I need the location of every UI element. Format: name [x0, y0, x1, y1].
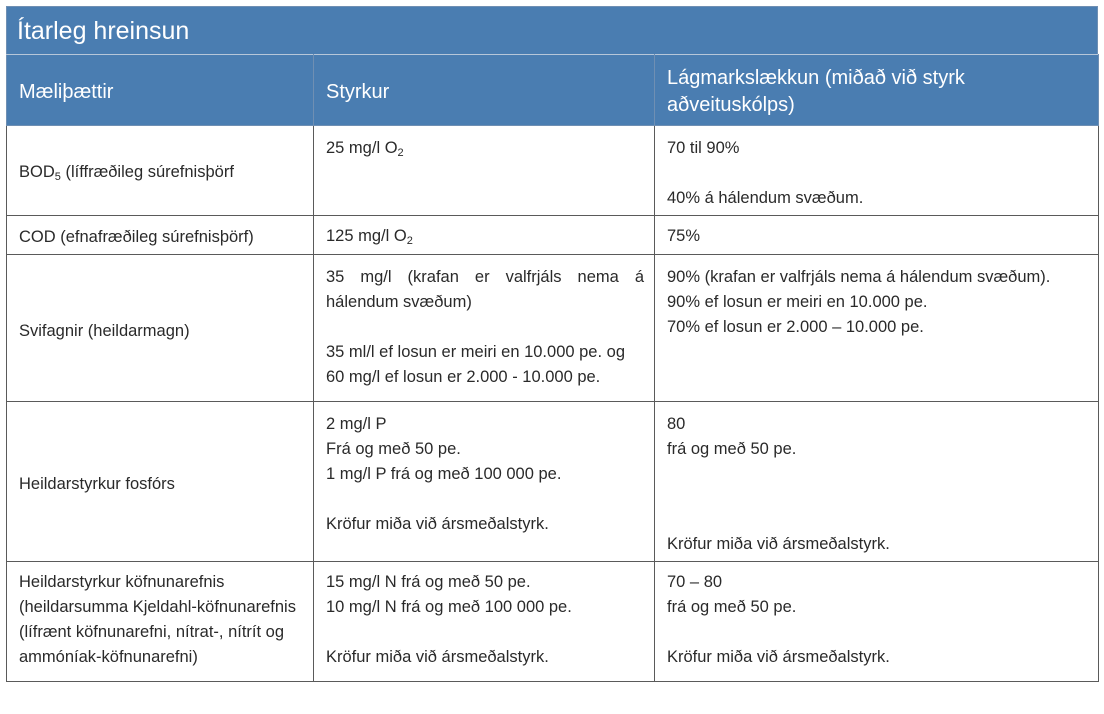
concentration-cell: 15 mg/l N frá og með 50 pe. 10 mg/l N frá og með 100 000 pe. Kröfur miða við ársmeðalstyrk.: [314, 562, 655, 682]
header-min-reduction: Lágmarkslækkun (miðað við styrk aðveituskólps): [655, 55, 1099, 126]
param-cell: COD (efnafræðileg súrefnisþörf): [7, 216, 314, 255]
table-row: [7, 126, 1099, 216]
concentration-cell: 125 mg/l O2: [314, 216, 655, 255]
param-cell: Heildarstyrkur fosfórs: [7, 402, 314, 562]
reduction-cell: 90% (krafan er valfrjáls nema á hálendum svæðum). 90% ef losun er meiri en 10.000 pe. 70% ef losun er 2.000 – 10.000 pe.: [655, 255, 1099, 402]
table-row: [7, 216, 1099, 255]
table-row: [7, 562, 1099, 682]
table-title: Ítarleg hreinsun: [6, 6, 1098, 54]
header-row: [7, 55, 1099, 126]
param-cell: BOD5 (líffræðileg súrefnisþörf: [7, 126, 314, 216]
header-concentration: Styrkur: [314, 55, 655, 126]
table-row: [7, 255, 1099, 402]
param-cell: Svifagnir (heildarmagn): [7, 255, 314, 402]
reduction-cell: 70 – 80 frá og með 50 pe. Kröfur miða við ársmeðalstyrk.: [655, 562, 1099, 682]
reduction-cell: 80 frá og með 50 pe. Kröfur miða við ársmeðalstyrk.: [655, 402, 1099, 562]
treatment-requirements-table: [6, 54, 1099, 682]
reduction-cell: 75%: [655, 216, 1099, 255]
param-cell: Heildarstyrkur köfnunarefnis (heildarsumma Kjeldahl-köfnunarefnis (lífrænt köfnunarefni, nítrat-, nítrít og ammóníak-köfnunarefni): [7, 562, 314, 682]
document-page: [6, 6, 1098, 710]
concentration-cell: 35 mg/l (krafan er valfrjáls nema á hálendum svæðum) 35 ml/l ef losun er meiri en 10.000 pe. og 60 mg/l ef losun er 2.000 - 10.000 pe.: [314, 255, 655, 402]
header-parameters: Mæliþættir: [7, 55, 314, 126]
table-row: [7, 402, 1099, 562]
reduction-cell: 70 til 90% 40% á hálendum svæðum.: [655, 126, 1099, 216]
concentration-cell: 2 mg/l P Frá og með 50 pe. 1 mg/l P frá og með 100 000 pe. Kröfur miða við ársmeðalstyrk.: [314, 402, 655, 562]
concentration-cell: 25 mg/l O2: [314, 126, 655, 216]
